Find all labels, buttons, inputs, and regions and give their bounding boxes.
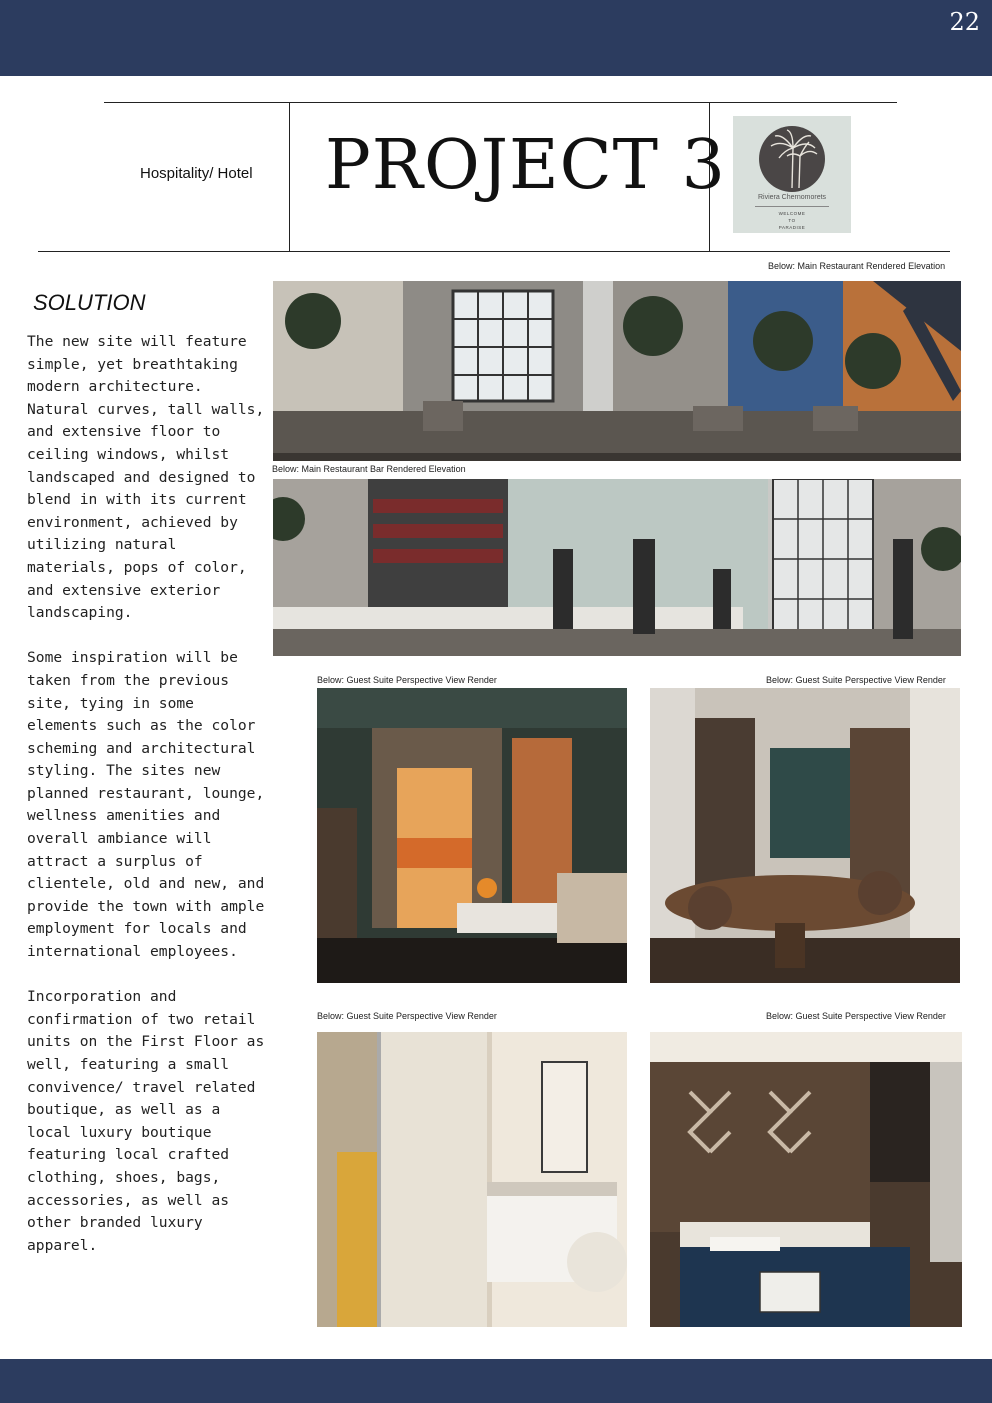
header-band: [0, 0, 992, 76]
project-category: Hospitality/ Hotel: [140, 165, 253, 182]
restaurant-caption: Below: Main Restaurant Rendered Elevation: [768, 261, 946, 271]
footer-band: [0, 1359, 992, 1403]
hotel-logo: [733, 116, 851, 233]
logo-tagline: [733, 210, 851, 231]
guest-suite-render-3: [317, 1032, 627, 1327]
solution-paragraph: Some inspiration will be taken from the previous site, tying in some elements such as the color scheming and architectural styling. The sites new planned restaurant, lounge, wellness amenities and overall ambiance will attract a surplus of clientele, old and new, and provide the town with ample employment for locals and international employees.: [27, 649, 265, 961]
restaurant-elevation-image: [273, 281, 961, 461]
suite-caption-2: Below: Guest Suite Perspective View Render: [766, 675, 946, 685]
solution-paragraph: Incorporation and confirmation of two retail units on the First Floor as well, featuring a small convivence/ travel related boutique, as well as a local luxury boutique featuring local crafted clothing, shoes, bags, accessories, as well as other branded luxury apparel.: [27, 988, 265, 1254]
solution-heading: SOLUTION: [33, 290, 146, 315]
bar-caption: Below: Main Restaurant Bar Rendered Elevation: [272, 464, 466, 474]
logo-tagline-line: WELCOME: [778, 211, 806, 216]
guest-suite-render-2: [650, 688, 960, 983]
header-rule-bottom: [38, 251, 950, 252]
palm-tree-icon: [759, 126, 825, 192]
solution-paragraph: The new site will feature simple, yet breathtaking modern architecture. Natural curves, tall walls, and extensive floor to ceiling windows, whilst landscaped and designed to blend in with its current environment, achieved by utilizing natural materials, pops of color, and extensive exterior landscaping.: [27, 333, 265, 622]
suite-caption-3: Below: Guest Suite Perspective View Render: [317, 1011, 497, 1021]
logo-name: Riviera Chernomorets: [757, 194, 827, 201]
logo-tagline-line: PARADISE: [778, 225, 806, 230]
page-number: 22: [949, 8, 980, 36]
suite-caption-4: Below: Guest Suite Perspective View Render: [766, 1011, 946, 1021]
header-divider-left: [289, 102, 290, 252]
guest-suite-render-4: [650, 1032, 962, 1327]
suite-caption-1: Below: Guest Suite Perspective View Render: [317, 675, 497, 685]
logo-divider: [755, 206, 829, 207]
logo-tagline-line: TO: [788, 218, 796, 223]
page-title: PROJECT 3: [325, 126, 726, 205]
solution-body: [27, 331, 267, 1280]
header-rule-top: [104, 102, 897, 103]
bar-elevation-image: [273, 479, 961, 656]
guest-suite-render-1: [317, 688, 627, 983]
